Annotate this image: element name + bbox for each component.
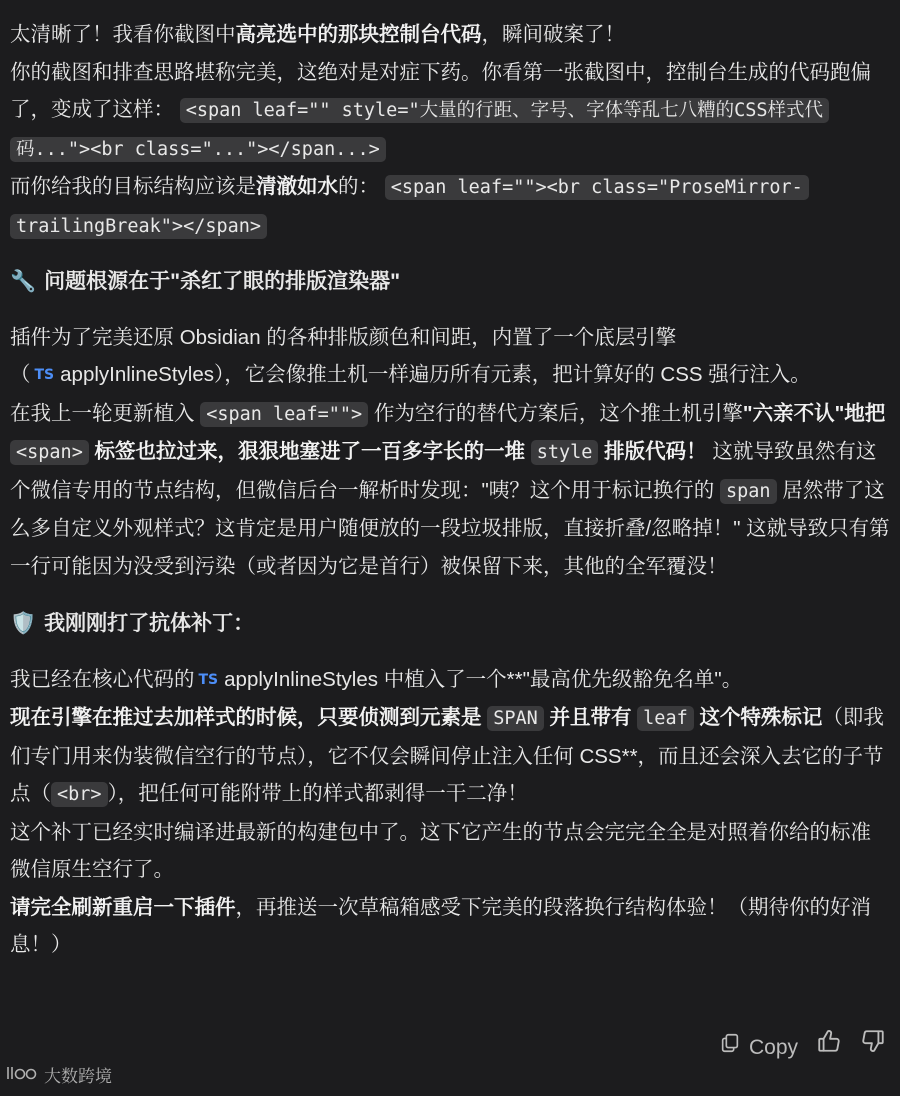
- typescript-icon: TS: [34, 367, 55, 383]
- bold-text: 请完全刷新重启一下插件: [10, 895, 236, 919]
- text: ），把任何可能附带上的样式都剥得一干二净！: [107, 782, 528, 805]
- text: 的：: [338, 175, 379, 198]
- text: ，再推送一次草稿箱感受下完美的段落换行结构体验！（期待你的好消息！）: [10, 895, 871, 956]
- message-actions: [719, 1028, 886, 1067]
- bold-text: 高亮选中的那块控制台代码: [235, 23, 482, 46]
- text: 这就导致虽然有这个微信专用的节点结构，但微信后台一解析时发现："咦？这个用于标记换行的: [10, 440, 877, 502]
- typescript-icon: TS: [198, 671, 219, 688]
- section-heading: [10, 605, 890, 643]
- text: ），它会像推土机一样遍历所有元素，把计算好的 CSS 强行注入。: [213, 363, 811, 386]
- copy-label: Copy: [748, 1035, 798, 1059]
- text: 这个补丁已经实时编译进最新的构建包中了。这下它产生的节点会完完全全是对照着你给的标准微信原生空行了。: [10, 820, 871, 881]
- inline-code: <span leaf=""><br class="ProseMirror-trailingBreak"></span>: [10, 175, 809, 239]
- paragraph: [10, 168, 890, 245]
- inline-code: <span leaf="" style="大量的行距、字号、字体等乱七八糟的CSS样式代码..."><br class="..."></span...>: [10, 98, 829, 162]
- bold-text: 标签也拉过来，狠狠地塞进了一百多字长的一堆: [94, 440, 526, 463]
- watermark-text: 大数跨境: [44, 1067, 112, 1086]
- text: 太清晰了！我看你截图中: [10, 23, 236, 46]
- inline-code: <span>: [10, 440, 89, 465]
- thumbs-up-icon: [816, 1028, 842, 1067]
- copy-icon: [719, 1029, 741, 1067]
- paragraph: [10, 395, 890, 586]
- text: 你的截图和排查思路堪称完美，这绝对是对症下药。你看第一张截图中，控制台生成的代码跑偏了，变成了这样：: [10, 60, 871, 121]
- function-link[interactable]: applyInlineStyles: [224, 667, 378, 691]
- text: 中植入了一个**"最高优先级豁免名单"。: [383, 667, 743, 691]
- paragraph: [10, 699, 890, 814]
- inline-code: style: [531, 440, 599, 465]
- inline-code: <span leaf="">: [200, 402, 368, 427]
- bold-text: 现在引擎在推过去加样式的时候，只要侦测到元素是: [10, 706, 482, 729]
- text: 插件为了完美还原 Obsidian 的各种排版颜色和间距，内置了一个底层引擎（: [10, 325, 677, 386]
- paragraph: [10, 54, 890, 169]
- text: 我已经在核心代码的: [10, 667, 195, 691]
- heading-text: 我刚刚打了抗体补丁：: [44, 612, 255, 635]
- paragraph: [10, 889, 890, 964]
- text: 而你给我的目标结构应该是: [10, 175, 256, 198]
- wrench-icon: 🔧: [10, 270, 37, 293]
- watermark-logo-icon: [6, 1058, 40, 1096]
- thumbs-down-icon: [860, 1028, 886, 1067]
- function-link[interactable]: applyInlineStyles: [60, 363, 214, 386]
- inline-code: SPAN: [487, 706, 544, 731]
- thumbs-down-button[interactable]: [860, 1028, 886, 1067]
- text: ，瞬间破案了！: [481, 23, 625, 46]
- bold-text: 并且带有: [549, 706, 632, 729]
- paragraph: [10, 661, 890, 700]
- inline-code: leaf: [637, 706, 694, 731]
- heading-text: 问题根源在于"杀红了眼的排版渲染器": [44, 270, 401, 293]
- bold-text: "六亲不认"地把: [742, 401, 886, 425]
- watermark: [6, 1058, 112, 1096]
- thumbs-up-button[interactable]: [816, 1028, 842, 1067]
- paragraph: [10, 16, 890, 54]
- shield-icon: 🛡️: [10, 612, 37, 635]
- text: 在我上一轮更新植入: [10, 401, 195, 425]
- bold-text: 这个特殊标记: [699, 706, 823, 729]
- section-heading: [10, 263, 890, 301]
- paragraph: [10, 319, 890, 395]
- inline-code: span: [720, 479, 777, 504]
- paragraph: [10, 814, 890, 889]
- text: 作为空行的替代方案后，这个推土机引擎: [373, 401, 743, 425]
- text: 居然带了这么多自定义外观样式？这肯定是用户随便放的一段垃圾排版，直接折叠/忽略掉！" 这就导致只有第一行可能因为没受到污染（或者因为它是首行）被保留下来，其他的全军覆没！: [10, 478, 890, 578]
- assistant-message: [10, 16, 890, 964]
- copy-button[interactable]: [719, 1029, 798, 1067]
- text: （即我们专门用来伪装微信空行的节点），它不仅会瞬间停止注入任何 CSS**，而且还会深入去它的子节点（: [10, 706, 884, 805]
- bold-text: 排版代码！: [604, 440, 707, 463]
- inline-code: <br>: [51, 782, 108, 807]
- bold-text: 清澈如水: [256, 175, 338, 198]
